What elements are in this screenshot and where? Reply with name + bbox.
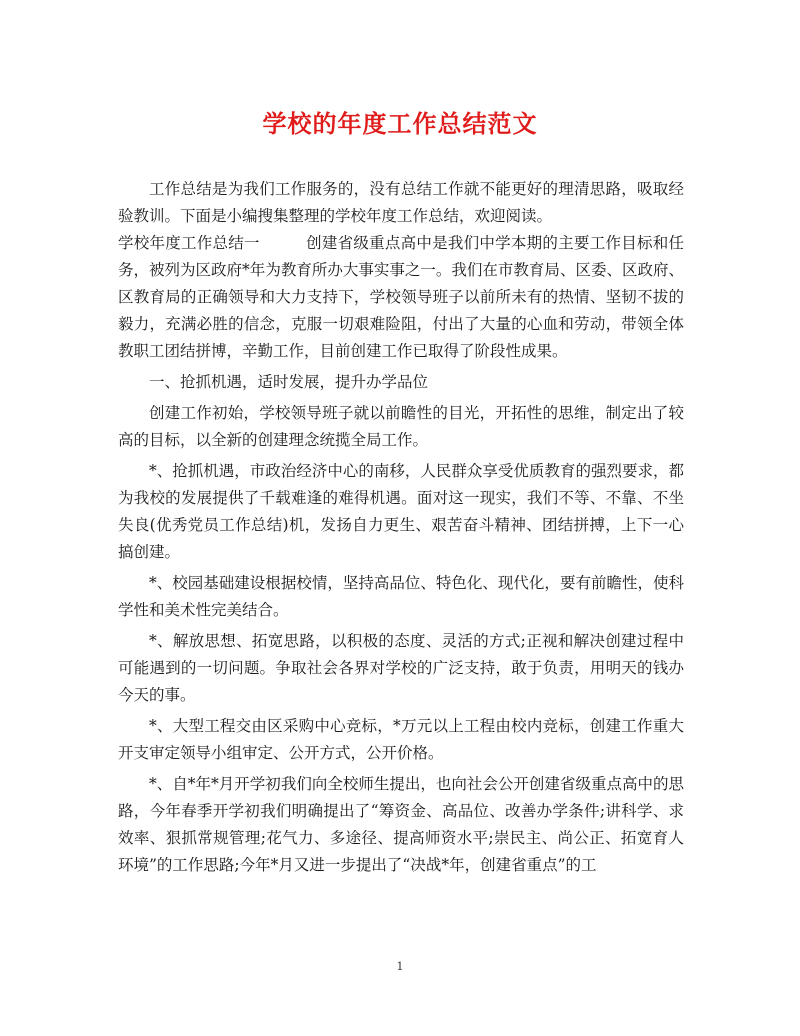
- paragraph-2: *、抢抓机遇，市政治经济中心的南移，人民群众享受优质教育的强烈要求，都为我校的发展提供了千载难逢的难得机遇。面对这一现实，我们不等、不靠、不坐失良(优秀党员工作总结)机，发扬自力更生、艰苦奋斗精神、团结拼搏，上下一心搞创建。: [118, 462, 684, 561]
- paragraph-4: *、解放思想、拓宽思路，以积极的态度、灵活的方式;正视和解决创建过程中可能遇到的一切问题。争取社会各界对学校的广泛支持，敢于负责，用明天的钱办今天的事。: [118, 632, 684, 704]
- document-body: [118, 176, 684, 879]
- section-label: 学校年度工作总结一: [118, 234, 260, 252]
- intro-paragraph: 工作总结是为我们工作服务的，没有总结工作就不能更好的理清思路，吸取经验教训。下面是小编搜集整理的学校年度工作总结，欢迎阅读。: [118, 180, 684, 225]
- section-one-paragraph: [118, 230, 684, 365]
- paragraph-5: *、大型工程交由区采购中心竞标，*万元以上工程由校内竞标，创建工作重大开支审定领导小组审定、公开方式，公开价格。: [118, 717, 684, 762]
- heading-one: 一、抢抓机遇，适时发展，提升办学品位: [149, 373, 429, 391]
- paragraph-3: *、校园基础建设根据校情，坚持高品位、特色化、现代化，要有前瞻性，使科学性和美术性完美结合。: [118, 574, 684, 619]
- page-number: 1: [396, 960, 404, 973]
- section-text: 创建省级重点高中是我们中学本期的主要工作目标和任务，被列为区政府*年为教育所办大事实事之一。我们在市教育局、区委、区政府、区教育局的正确领导和大力支持下，学校领导班子以前所未有的热情、坚韧不拔的毅力，充满必胜的信念，克服一切艰难险阻，付出了大量的心血和劳动，带领全体教职工团结拼博，辛勤工作，目前创建工作已取得了阶段性成果。: [118, 234, 684, 360]
- document-title: 学校的年度工作总结范文: [262, 109, 538, 138]
- paragraph-6: *、自*年*月开学初我们向全校师生提出，也向社会公开创建省级重点高中的思路，今年春季开学初我们明确提出了“筹资金、高品位、改善办学条件;讲科学、求效率、狠抓常规管理;花气力、多途径、提高师资水平;崇民主、尚公正、拓宽育人环境”的工作思路;今年*月又进一步提出了“决战*年，创建省重点”的工: [118, 775, 684, 874]
- paragraph-1: 创建工作初始，学校领导班子就以前瞻性的目光，开拓性的思维，制定出了较高的目标，以全新的创建理念统揽全局工作。: [118, 404, 684, 449]
